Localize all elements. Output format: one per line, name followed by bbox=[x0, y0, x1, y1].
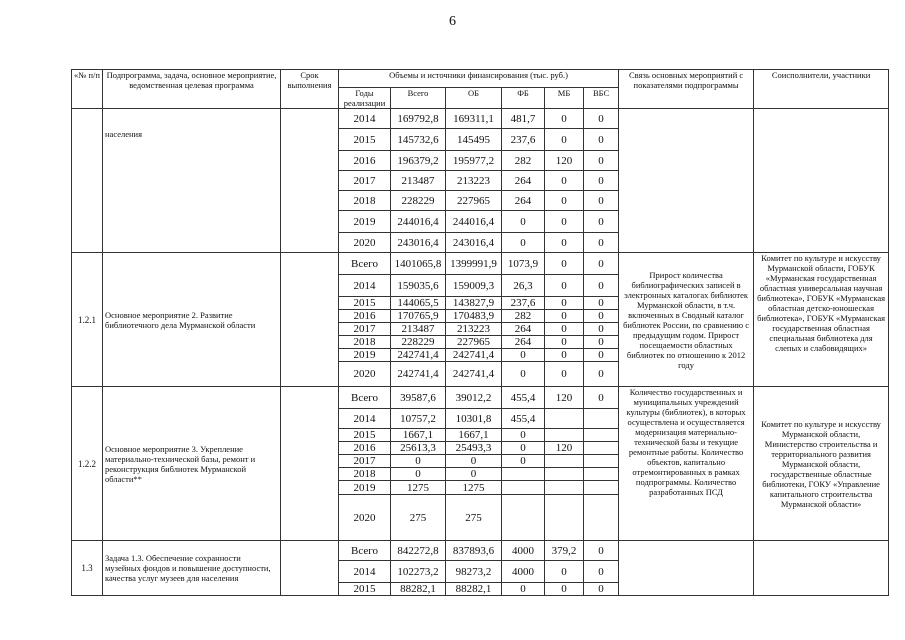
table-row: 2016 25613,3 25493,3 0 120 bbox=[72, 442, 889, 455]
page-number: 6 bbox=[449, 14, 456, 29]
indicator-link: Прирост количества библиографических записей в электронных каталогах библиотек Мурманской области, в т.ч. включенных в Сводный каталог библиотек России, по сравнению с предыдущим годом. Прирост посещаемости областных библиотек по отношению к 2012 году bbox=[619, 253, 754, 387]
task-label: Задача 1.3. Обеспечение сохранности музейных фондов и повышение доступности, качества услуг музеев для населения bbox=[103, 541, 281, 596]
row-number: 1.2.2 bbox=[72, 387, 103, 541]
table-row: 2019 242741,4 242741,4 0 0 0 bbox=[72, 349, 889, 362]
table-row: 2014 159035,6 159009,3 26,3 0 0 bbox=[72, 275, 889, 297]
header-term: Срок выполнения bbox=[281, 70, 339, 109]
table-row: 2015 145732,6 145495 237,6 0 0 bbox=[72, 129, 889, 151]
table-row: 2015 144065,5 143827,9 237,6 0 0 bbox=[72, 297, 889, 310]
coexecutors: Комитет по культуре и искусству Мурманской области, Министерство строительства и территориального развития Мурманской области, государственные областные библиотеки, ГОКУ «Управление капитального строительства Мурманской области» bbox=[754, 387, 889, 541]
table-row: 1.3 Задача 1.3. Обеспечение сохранности музейных фондов и повышение доступности, качества услуг музеев для населения Всего 842272,8 837893,6 4000 379,2 0 bbox=[72, 541, 889, 561]
row-number: 1.3 bbox=[72, 541, 103, 596]
activity-label: Основное мероприятие 2. Развитие библиотечного дела Мурманской области bbox=[103, 253, 281, 387]
table-row: 2020 242741,4 242741,4 0 0 0 bbox=[72, 362, 889, 387]
table-row: 2017 0 0 0 bbox=[72, 455, 889, 468]
table-row: 1.2.2 Основное мероприятие 3. Укрепление материально-технической базы, ремонт и реконструкция библиотек Мурманской области** Всего 39587,6 39012,2 455,4 120 0 Количество государственных и муниципальных учреждений культуры (библиотек), в которых осуществлена и осуществляется модернизация материально-технической базы и текущие ремонтные работы. Количество объектов, капитально отремонтированных в рамках подпрограммы. Количество разработанных ПСД Комитет по культуре и искусству Мурманской области, Министерство строительства и территориального развития Мурманской области, государственные областные библиотеки, ГОКУ «Управление капитального строительства Мурманской области» bbox=[72, 387, 889, 409]
header-link: Связь основных мероприятий с показателями подпрограммы bbox=[619, 70, 754, 109]
funding-table bbox=[71, 69, 889, 596]
header-coexecutors: Соисполнители, участники bbox=[754, 70, 889, 109]
table-row: 2014 10757,2 10301,8 455,4 bbox=[72, 409, 889, 429]
table-row: 2017 213487 213223 264 0 0 bbox=[72, 323, 889, 336]
header-funding: Объемы и источники финансирования (тыс. руб.) bbox=[339, 70, 619, 88]
header-vbs: ВБС bbox=[584, 88, 619, 109]
header-subprogram: Подпрограмма, задача, основное мероприятие, ведомственная целевая программа bbox=[103, 70, 281, 109]
table-row: 2016 196379,2 195977,2 282 120 0 bbox=[72, 151, 889, 171]
row-number: 1.2.1 bbox=[72, 253, 103, 387]
table-row: 1.2.1 Основное мероприятие 2. Развитие библиотечного дела Мурманской области Всего 1401065,8 1399991,9 1073,9 0 0 Прирост количества библиографических записей в электронных каталогах библиотек Мурманской области, в т.ч. включенных в Сводный каталог библиотек России, по сравнению с предыдущим годом. Прирост посещаемости областных библиотек по отношению к 2012 году Комитет по культуре и искусству Мурманской области, ГОБУК «Мурманская государственная областная универсальная научная библиотека», ГОБУК «Мурманская областная детско-юношеская библиотека», ГОБУК «Мурманская государственная областная специальная библиотека для слепых и слабовидящих» bbox=[72, 253, 889, 275]
header-ob: ОБ bbox=[446, 88, 502, 109]
table-row: 2018 228229 227965 264 0 0 bbox=[72, 191, 889, 211]
header-total: Всего bbox=[391, 88, 446, 109]
header-years: Годы реализации bbox=[339, 88, 391, 109]
table-row: 2020 275 275 bbox=[72, 495, 889, 541]
table-row: 2017 213487 213223 264 0 0 bbox=[72, 171, 889, 191]
activity-label: Основное мероприятие 3. Укрепление материально-технической базы, ремонт и реконструкция библиотек Мурманской области** bbox=[103, 387, 281, 541]
table-row: 2019 244016,4 244016,4 0 0 0 bbox=[72, 211, 889, 233]
header-number: «№ п/п bbox=[72, 70, 103, 109]
header-mb: МБ bbox=[545, 88, 584, 109]
indicator-link: Количество государственных и муниципальных учреждений культуры (библиотек), в которых осуществлена и осуществляется модернизация материально-технической базы и текущие ремонтные работы. Количество объектов, капитально отремонтированных в рамках подпрограммы. Количество разработанных ПСД bbox=[619, 387, 754, 541]
table-row: населения 2014 169792,8 169311,1 481,7 0 0 bbox=[72, 109, 889, 129]
coexecutors: Комитет по культуре и искусству Мурманской области, ГОБУК «Мурманская государственная областная универсальная научная библиотека», ГОБУК «Мурманская областная детско-юношеская библиотека», ГОБУК «Мурманская государственная областная специальная библиотека для слепых и слабовидящих» bbox=[754, 253, 889, 387]
table-row: 2018 228229 227965 264 0 0 bbox=[72, 336, 889, 349]
subprogram-label: населения bbox=[103, 109, 281, 253]
table-row: 2016 170765,9 170483,9 282 0 0 bbox=[72, 310, 889, 323]
table-row: 2020 243016,4 243016,4 0 0 0 bbox=[72, 233, 889, 253]
table-row: 2015 1667,1 1667,1 0 bbox=[72, 429, 889, 442]
header-fb: ФБ bbox=[502, 88, 545, 109]
table-row: 2014 102273,2 98273,2 4000 0 0 bbox=[72, 561, 889, 583]
table-row: 2015 88282,1 88282,1 0 0 0 bbox=[72, 583, 889, 596]
table-row: 2018 0 0 bbox=[72, 468, 889, 481]
table-row: 2019 1275 1275 bbox=[72, 481, 889, 495]
